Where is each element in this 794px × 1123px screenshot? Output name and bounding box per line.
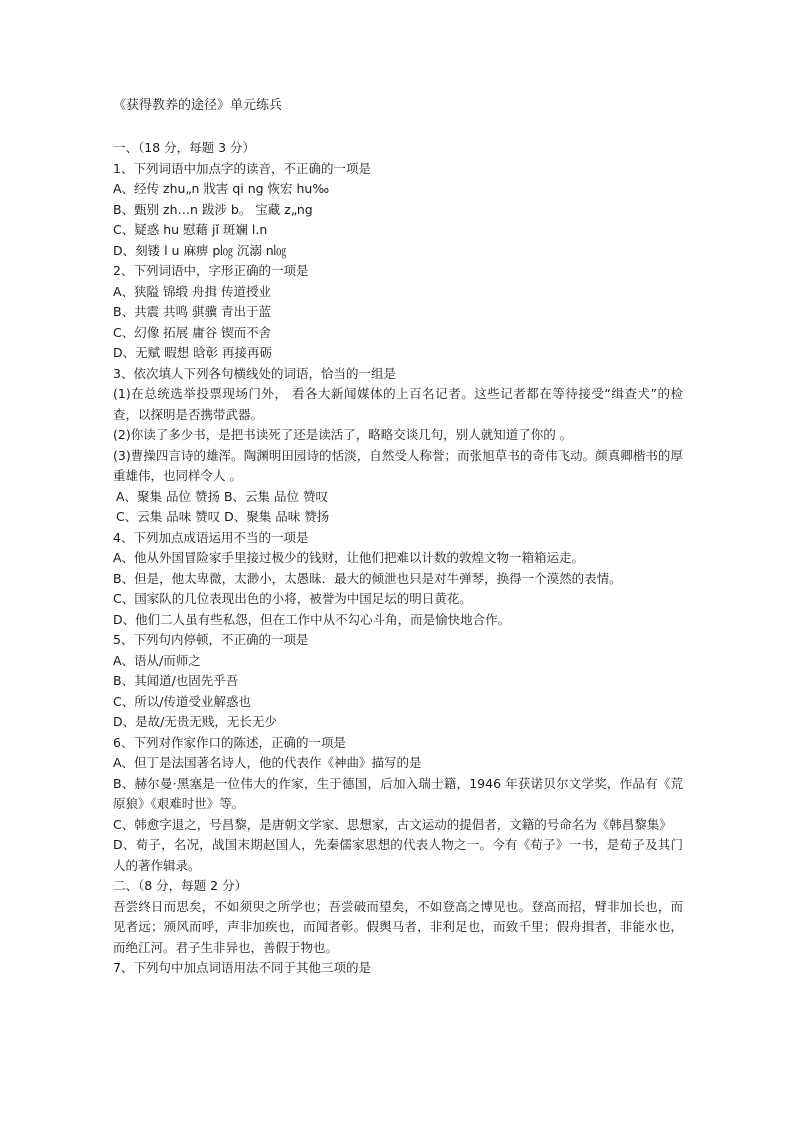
question-6-stem: 6、下列对作家作口的陈述，正确的一项是 — [113, 734, 346, 750]
question-5-option-c: C、所以/传道受业解惑也 — [113, 693, 251, 709]
question-5-option-d: D、是故/无贵无贱，无长无少 — [113, 714, 277, 729]
question-4-option-b: B、但是，他太卑微，太渺小，太愚昧．最大的倾泄也只是对牛弹琴，换得一个漠然的表情。 — [113, 570, 622, 586]
question-5-option-a: A、语从/而师之 — [113, 652, 201, 668]
question-4-option-d: D、他们二人虽有些私怨，但在工作中从不勾心斗角，而是愉快地合作。 — [113, 611, 511, 627]
classical-passage: 吾尝终日而思矣，不如须臾之所学也；吾尝破而望矣，不如登高之博见也。登高而招，臂非加长也，而见者远；颁风而呼，声非加疾也，而闻者彰。假舆马者，非利足也，而致千里；假舟揖者，非能水也，而绝江河。君子生非异也，善假于物也。 — [113, 898, 683, 955]
question-1-option-b: B、甄别 zh…n 跋涉 b。 宝藏 z„ng — [113, 201, 313, 217]
document-title: 《获得教养的途径》单元练兵 — [113, 98, 283, 113]
section-two-heading: 二、（8 分，每题 2 分） — [113, 878, 248, 893]
question-1-option-d: D、刻镂 l u 麻痹 p㏒ 沉溺 n㏒ — [113, 242, 287, 258]
question-3-options-ab: A、聚集 品位 赞扬 B、云集 品位 赞叹 — [116, 488, 328, 504]
section-one-heading: 一、（18 分，每题 3 分） — [113, 140, 256, 155]
question-7-stem: 7、下列句中加点词语用法不同于其他三项的是 — [113, 960, 371, 975]
question-3-stem: 3、依次填人下列各句横线处的词语，恰当的一组是 — [113, 365, 396, 381]
question-2-option-a: A、狭隘 锦缎 舟揖 传道授业 — [113, 283, 271, 299]
question-5-option-b: B、其闻道/也固先乎吾 — [113, 673, 239, 688]
question-3-sentence-3: (3)曹操四言诗的雄浑。陶渊明田园诗的恬淡，自然受人称誉；而张旭草书的奇伟飞动。颜真卿楷书的厚重雄伟，也同样令人 。 — [113, 447, 683, 483]
question-2-option-b: B、共震 共鸣 骐骥 青出于蓝 — [113, 304, 271, 319]
question-3-sentence-1: (1)在总统选举投票现场门外， 看各大新闻媒体的上百名记者。这些记者都在等待接受“缉查犬”的检查，以探明是否携带武器。 — [113, 386, 683, 422]
question-6-option-b: B、赫尔曼·黑塞是一位伟大的作家，生于德国，后加入瑞士籍，1946 年获诺贝尔文学奖，作品有《荒原狼》《艰难时世》等。 — [113, 775, 683, 811]
question-2-option-c: C、幻像 拓展 庸谷 锲而不舍 — [113, 324, 272, 340]
question-1-stem: 1、下列词语中加点字的读音，不正确的一项是 — [113, 160, 371, 176]
question-4-option-a: A、他从外国冒险家手里接过极少的钱财，让他们把难以计数的敦煌文物一箱箱运走。 — [113, 550, 585, 565]
question-2-option-d: D、无赋 暇想 晗彰 再接再砺 — [113, 345, 273, 360]
question-5-stem: 5、下列句内停顿，不正确的一项是 — [113, 632, 309, 647]
question-1-option-c: C、疑惑 hu 慰藉 jǐ 斑斓 l.n — [113, 222, 268, 237]
document-page — [113, 96, 683, 979]
question-6-option-d: D、荀子，名况，战国末期赵国人，先秦儒家思想的代表人物之一。今有《荀子》一书，是荀子及其门人的著作辑录。 — [113, 837, 683, 873]
question-4-option-c: C、国家队的几位表现出色的小将，被誉为中国足坛的明日黄花。 — [113, 591, 472, 606]
question-3-sentence-2: (2)你读了多少书，是把书读死了还是读活了，略略交谈几句，别人就知道了你的 。 — [113, 427, 573, 442]
question-6-option-a: A、但丁是法国著名诗人，他的代表作《神曲》描写的是 — [113, 755, 422, 770]
question-4-stem: 4、下列加点成语运用不当的一项是 — [113, 529, 309, 545]
question-6-option-c: C、韩愈字退之，号昌黎，是唐朝文学家、思想家，古文运动的提倡者，文籍的号命名为《韩昌黎集》 — [113, 816, 672, 832]
question-2-stem: 2、下列词语中，字形正确的一项是 — [113, 263, 309, 278]
question-3-options-cd: C、云集 品味 赞叹 D、聚集 品味 赞扬 — [116, 509, 330, 524]
question-1-option-a: A、经传 zhu„n 戕害 qi ng 恢宏 hu‰ — [113, 181, 330, 196]
